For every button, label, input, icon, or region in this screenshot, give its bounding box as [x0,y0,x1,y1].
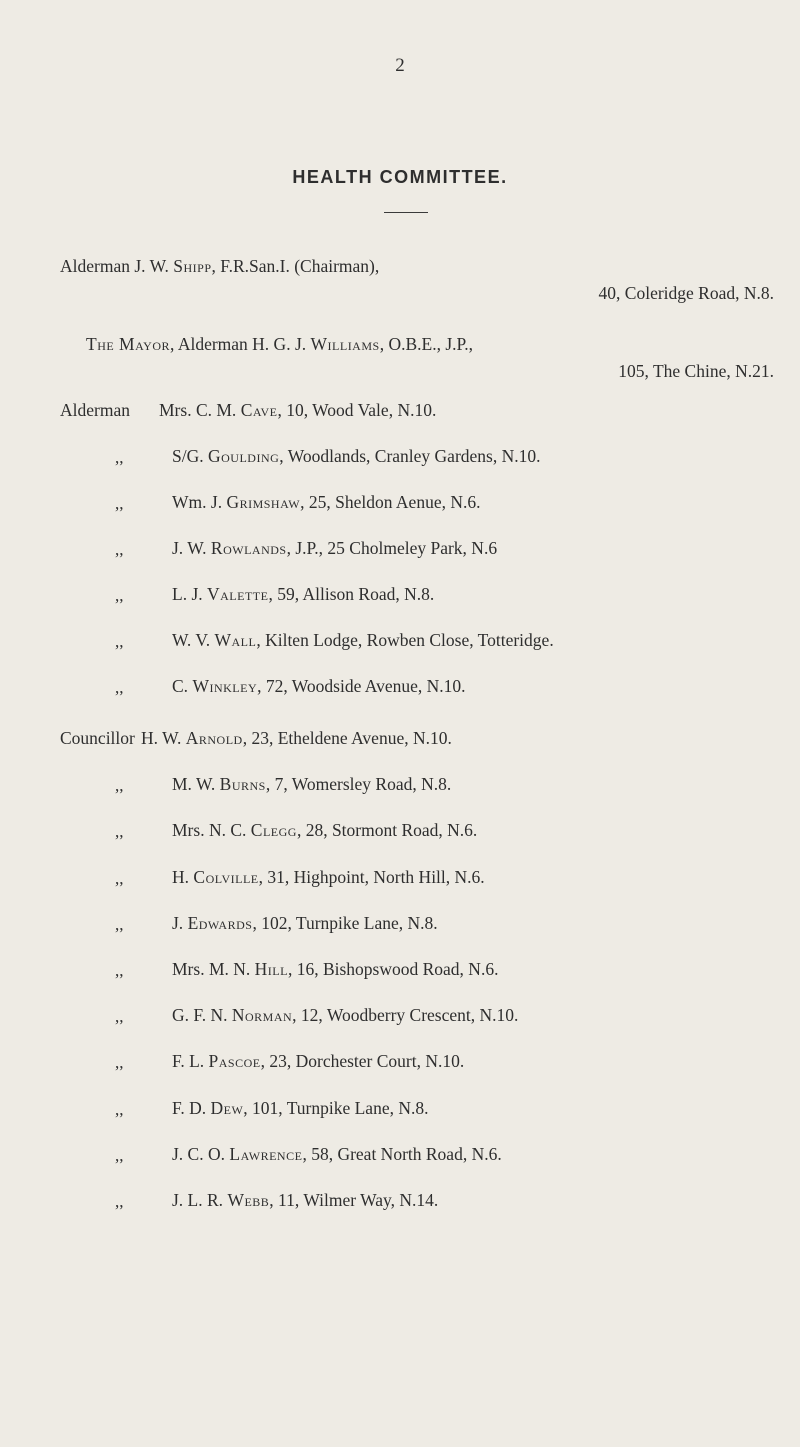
councillor-surname: Colville [193,866,259,887]
alderman-address: , 10, Wood Vale, N.10. [277,400,437,420]
councillor-address: , 23, Dorchester Court, N.10. [260,1051,465,1072]
councillor-initials: G. F. N. [172,1005,232,1026]
councillor-address: , 11, Wilmer Way, N.14. [269,1190,439,1210]
alderman-address: , J.P., 25 Cholmeley Park, N.6 [286,538,498,558]
alderman-surname: Cave [240,400,278,420]
mayor-address: 105, The Chine, N.21. [618,361,774,381]
alderman-initials: J. W. [172,538,211,558]
ditto-mark: ,, [115,1007,124,1027]
alderman-address: , 25, Sheldon Aenue, N.6. [300,492,481,512]
ditto-mark: ,, [115,822,124,842]
councillor-surname: Pascoe [208,1051,261,1072]
councillors-label: Councillor [60,728,135,748]
page-title: HEALTH COMMITTEE. [292,167,508,187]
councillor-surname: Hill [254,959,288,979]
aldermen-label: Alderman [60,400,130,420]
ditto-mark: ,, [115,540,124,559]
councillor-surname: Dew [210,1097,244,1118]
alderman-initials: W. V. [172,630,215,650]
mayor-prefix: , Alderman H. G. J. [170,334,311,354]
ditto-mark: ,, [115,1053,124,1073]
mayor-title: The Mayor [86,334,171,354]
alderman-entry [172,584,434,605]
ditto-mark: ,, [115,776,124,796]
councillor-address: , 101, Turnpike Lane, N.8. [243,1097,429,1118]
ditto-mark: ,, [115,678,124,697]
councillor-surname: Arnold [185,728,243,748]
ditto-mark: ,, [115,1192,124,1211]
ditto-mark: ,, [115,632,124,651]
alderman-surname: Wall [214,630,257,650]
councillor-surname: Clegg [250,820,297,841]
page-number: 2 [395,55,405,76]
ditto-mark: ,, [115,448,124,467]
alderman-initials: C. [172,676,193,696]
alderman-entry [172,538,497,559]
alderman-entry [172,630,554,651]
councillor-address: , 7, Womersley Road, N.8. [265,774,452,795]
alderman-surname: Goulding [207,446,280,466]
councillor-initials: F. D. [172,1097,211,1118]
councillor-surname: Burns [219,774,266,795]
councillor-address: , 12, Woodberry Crescent, N.10. [292,1005,519,1026]
alderman-initials: S/G. [172,446,208,466]
alderman-initials: Mrs. C. M. [159,400,241,420]
alderman-surname: Winkley [192,676,258,696]
title-divider [384,212,428,213]
ditto-mark: ,, [115,914,124,934]
councillor-surname: Lawrence [229,1143,303,1164]
councillor-address: , 28, Stormont Road, N.6. [296,820,478,841]
councillor-initials: M. W. [172,774,220,795]
councillor-entry [141,728,452,749]
ditto-mark: ,, [115,868,124,888]
councillor-initials: Mrs. M. N. [172,959,255,979]
councillor-address: , 23, Etheldene Avenue, N.10. [242,728,452,748]
councillor-initials: H. W. [141,728,186,748]
councillor-entry [172,1005,518,1026]
councillor-entry [172,1098,428,1119]
chairman-name: Shipp [173,256,212,276]
councillor-address: , 58, Great North Road, N.6. [302,1143,502,1164]
alderman-address: , 72, Woodside Avenue, N.10. [257,676,466,696]
chairman-line [60,256,379,277]
councillor-address: , 31, Highpoint, North Hill, N.6. [258,866,485,887]
councillor-address: , 16, Bishopswood Road, N.6. [287,959,499,979]
councillor-entry [172,959,498,980]
alderman-entry [159,400,436,421]
mayor-honours: , O.B.E., J.P., [379,334,474,354]
chairman-prefix: Alderman J. W. [60,256,174,276]
alderman-entry [172,676,466,697]
alderman-address: , Woodlands, Cranley Gardens, N.10. [279,446,541,466]
councillor-entry [172,774,451,795]
ditto-mark: ,, [115,961,124,980]
councillor-initials: F. L. [172,1051,209,1072]
councillor-entry [172,1190,438,1211]
councillor-surname: Norman [231,1005,293,1026]
alderman-initials: Wm. J. [172,492,227,512]
mayor-line [86,334,473,355]
councillor-address: , 102, Turnpike Lane, N.8. [252,912,438,933]
alderman-initials: L. J. [172,584,207,604]
alderman-address: , Kilten Lodge, Rowben Close, Totteridge. [256,630,554,650]
alderman-surname: Valette [207,584,269,604]
councillor-surname: Edwards [187,912,253,933]
alderman-entry [172,446,541,467]
councillor-entry [172,820,477,841]
ditto-mark: ,, [115,1099,124,1119]
alderman-address: , 59, Allison Road, N.8. [268,584,435,604]
mayor-name: Williams [310,334,380,354]
councillor-initials: J. C. O. [172,1143,230,1164]
councillor-entry [172,867,485,888]
councillor-surname: Webb [227,1190,270,1210]
alderman-surname: Rowlands [210,538,287,558]
ditto-mark: ,, [115,1145,124,1165]
chairman-address: 40, Coleridge Road, N.8. [598,283,774,303]
councillor-initials: Mrs. N. C. [172,820,251,841]
councillor-initials: J. [172,912,188,933]
councillor-entry [172,1051,464,1072]
councillor-entry [172,1144,502,1165]
ditto-mark: ,, [115,586,124,605]
alderman-entry [172,492,480,513]
chairman-qualifications: , F.R.San.I. (Chairman), [211,256,380,276]
ditto-mark: ,, [115,494,124,513]
councillor-initials: H. [172,866,194,887]
councillor-entry [172,913,438,934]
alderman-surname: Grimshaw [226,492,301,512]
councillor-initials: J. L. R. [172,1190,228,1210]
